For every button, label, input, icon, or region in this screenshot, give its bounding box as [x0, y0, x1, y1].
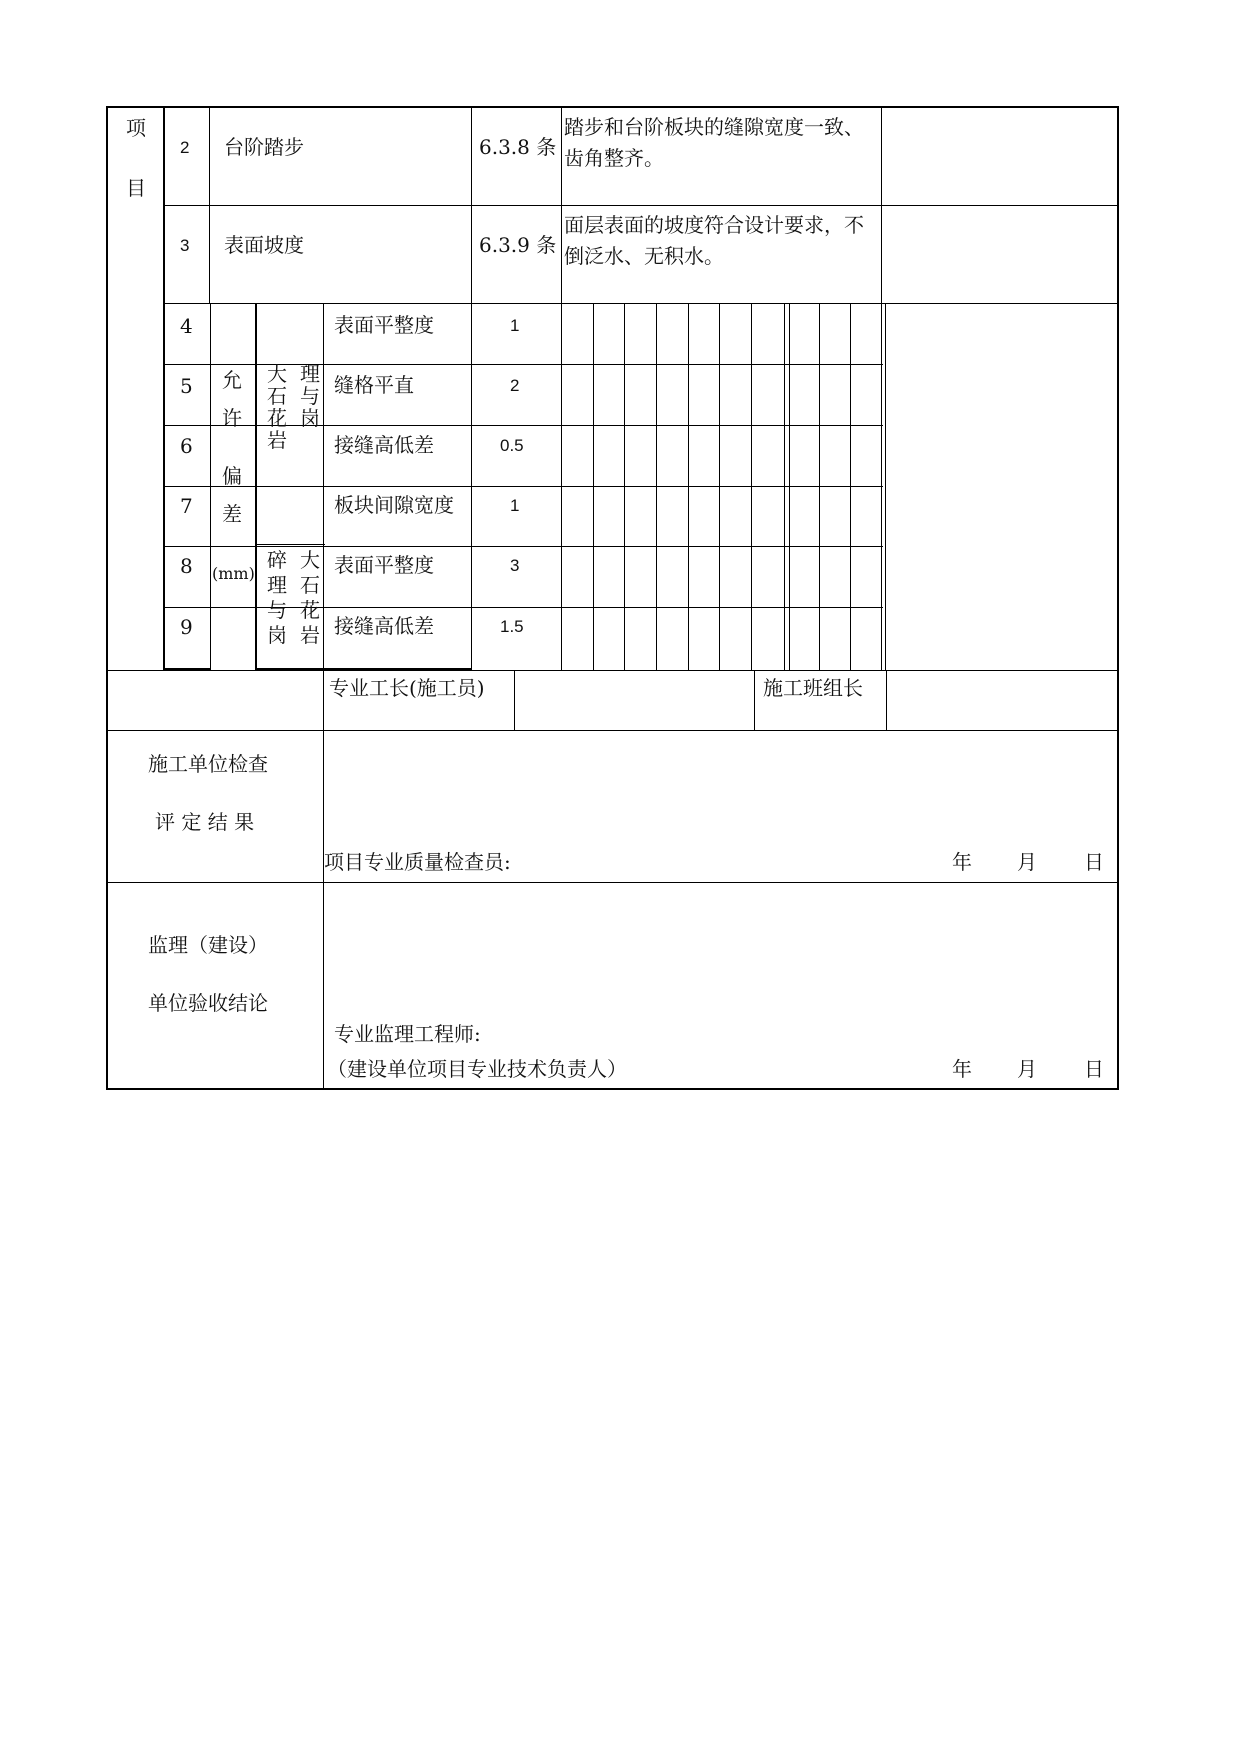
material-group-char: 石: [300, 573, 320, 597]
deviation-label-char: 差: [222, 502, 242, 526]
deviation-label-char: 偏: [222, 464, 242, 488]
row-requirement: 踏步和台阶板块的缝隙宽度一致、齿角整齐。: [564, 115, 864, 170]
date-year: 年: [952, 850, 972, 874]
deviation-label-char: 允: [222, 368, 242, 392]
col-line: [471, 303, 472, 670]
deviation-row-number: 9: [180, 615, 193, 639]
material-group-char: 大: [267, 362, 287, 386]
material-group-char: 与: [300, 384, 320, 408]
date-month: 月: [1017, 1057, 1037, 1081]
col-line: [255, 303, 257, 670]
border-bottom: [106, 1088, 1119, 1090]
material-group-char: 石: [267, 384, 287, 408]
grid-col: [719, 303, 720, 670]
material-group-char: 岩: [300, 623, 320, 647]
supervision-title: 监理（建设）: [148, 933, 268, 957]
row-line: [106, 882, 1117, 883]
grid-col: [751, 303, 752, 670]
col-line: [163, 106, 165, 670]
deviation-label-char: 许: [222, 406, 242, 430]
material-group-char: 岩: [267, 428, 287, 452]
material-group-char: 与: [267, 598, 287, 622]
deviation-value: 1.5: [500, 617, 524, 636]
deviation-value: 0.5: [500, 436, 524, 455]
supervision-subtitle: 单位验收结论: [148, 991, 268, 1015]
deviation-value: 2: [510, 376, 520, 395]
row-item-name: 台阶踏步: [224, 135, 304, 159]
quality-inspector-label: 项目专业质量检查员:: [324, 850, 511, 874]
col-line: [754, 670, 755, 731]
team-leader-label: 施工班组长: [763, 676, 863, 700]
date-day: 日: [1084, 1057, 1104, 1081]
grid-col: [784, 303, 785, 670]
construction-check-subtitle: 评 定 结 果: [155, 810, 255, 834]
row-line: [163, 546, 883, 547]
grid-col: [881, 303, 882, 670]
grid-col: [789, 303, 790, 670]
grid-col: [624, 303, 625, 670]
deviation-row-number: 5: [180, 374, 193, 398]
deviation-item-name: 接缝高低差: [334, 433, 434, 457]
deviation-item-name: 表面平整度: [334, 553, 434, 577]
grid-col: [656, 303, 657, 670]
border-left: [106, 106, 108, 1090]
material-group-char: 花: [267, 406, 287, 430]
row-line: [106, 730, 1117, 731]
material-group-char: 大: [300, 548, 320, 572]
material-group-char: 理: [300, 362, 320, 386]
row-clause: 6.3.8 条: [479, 135, 557, 159]
col-line: [881, 106, 882, 304]
row-line: [163, 486, 883, 487]
border-top: [106, 106, 1119, 108]
col-line: [323, 730, 324, 1089]
row-clause: 6.3.9 条: [479, 233, 557, 257]
side-label-char: 项: [126, 116, 146, 140]
date-year: 年: [952, 1057, 972, 1081]
material-group-char: 碎: [267, 548, 287, 572]
foreman-label: 专业工长(施工员): [329, 676, 485, 700]
row-line-thick: [255, 668, 472, 670]
material-group-char: 花: [300, 598, 320, 622]
grid-col: [850, 303, 851, 670]
date-month: 月: [1017, 850, 1037, 874]
deviation-item-name: 接缝高低差: [334, 614, 434, 638]
deviation-row-number: 6: [180, 434, 193, 458]
row-line-thick: [163, 668, 211, 670]
deviation-row-number: 8: [180, 554, 193, 578]
construction-check-title: 施工单位检查: [148, 752, 268, 776]
supervising-engineer-label: 专业监理工程师:: [334, 1022, 481, 1046]
row-line: [163, 205, 1117, 206]
grid-col: [593, 303, 594, 670]
grid-col: [819, 303, 820, 670]
row-number: 2: [180, 138, 190, 157]
material-group-char: 理: [267, 573, 287, 597]
row-number: 3: [180, 236, 190, 255]
deviation-unit: (mm): [212, 564, 255, 583]
deviation-item-name: 缝格平直: [334, 373, 414, 397]
col-line: [210, 303, 211, 670]
col-line: [561, 106, 562, 670]
row-line: [163, 303, 1117, 304]
row-line: [106, 670, 1117, 671]
row-requirement: 面层表面的坡度符合设计要求，不倒泛水、无积水。: [564, 213, 864, 268]
owner-technical-lead-label: （建设单位项目专业技术负责人）: [327, 1057, 627, 1081]
deviation-value: 1: [510, 496, 520, 515]
deviation-item-name: 板块间隙宽度: [334, 493, 454, 517]
col-line: [514, 670, 515, 731]
col-line: [471, 106, 472, 304]
material-group-char: 岗: [300, 406, 320, 430]
grid-col: [688, 303, 689, 670]
deviation-row-number: 4: [180, 314, 193, 338]
side-label-char: 目: [126, 176, 146, 200]
col-line: [886, 670, 887, 731]
date-day: 日: [1084, 850, 1104, 874]
col-line: [255, 544, 325, 545]
deviation-value: 3: [510, 556, 520, 575]
col-line: [209, 106, 210, 304]
row-item-name: 表面坡度: [224, 233, 304, 257]
material-group-char: 岗: [267, 623, 287, 647]
deviation-value: 1: [510, 316, 520, 335]
deviation-item-name: 表面平整度: [334, 313, 434, 337]
grid-col: [885, 303, 886, 670]
border-right: [1117, 106, 1119, 1090]
deviation-row-number: 7: [180, 494, 193, 518]
col-line: [323, 303, 324, 731]
